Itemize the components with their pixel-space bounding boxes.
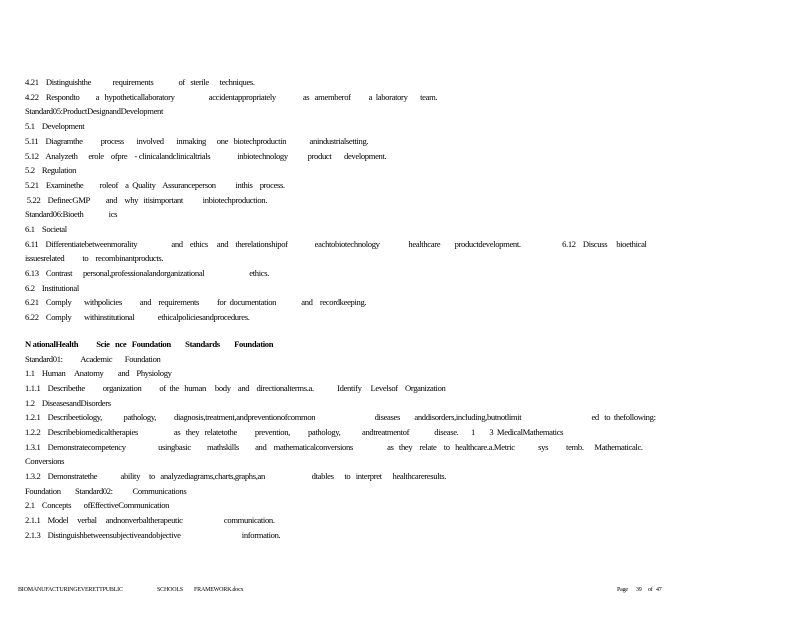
text-line: 2.1.1 Model verbal andnonverbaltherapeutic communication.: [25, 515, 275, 525]
text-line: 4.21 Distinguishthe requirements of sterile techniques.: [25, 77, 255, 87]
text-line: 1.3.2 Demonstratethe ability to analyzediagrams,charts,graphs,an dtables to interpret healthcareresults.: [25, 471, 447, 481]
text-line: issuesrelated to recombinantproducts.: [25, 253, 164, 263]
text-line: 5.2 Regulation: [25, 165, 77, 175]
text-line: 1.1 Human Anatomy and Physiology: [25, 368, 172, 378]
section-heading: Standard06:Bioeth ics: [25, 209, 118, 219]
section-heading: Standard05:ProductDesignandDevelopment: [25, 106, 164, 116]
text-line: 1.2.1 Describeetiology, pathology, diagnosis,treatment,andpreventionofcommon diseases anddisorders,including,butnotlimit ed to thefollowing:: [25, 412, 656, 422]
text-line: 5.21 Examinethe roleof a Quality Assuranceperson inthis process.: [25, 180, 285, 190]
text-line: 6.1 Societal: [25, 224, 67, 234]
footer-schools: SCHOOLS: [157, 587, 183, 593]
text-line: 6.22 Comply withinstitutional ethicalpoliciesandprocedures.: [25, 312, 250, 322]
footer-page-label: Page: [617, 587, 628, 593]
text-line: 6.21 Comply withpolicies and requirements for documentation and recordkeeping.: [25, 297, 367, 307]
text-line: 6.2 Institutional: [25, 283, 79, 293]
text-line: 2.1.3 Distinguishbetweensubjectiveandobjective information.: [25, 530, 281, 540]
text-line: Conversions: [25, 456, 65, 466]
text-line: 6.13 Contrast personal,professionalandorganizational ethics.: [25, 268, 270, 278]
text-line: 1.2 DiseasesandDisorders: [25, 398, 111, 408]
section-heading: Standard01: Academic Foundation: [25, 354, 161, 364]
document-heading: N ationalHealth Scie nce Foundation Standards Foundation: [25, 339, 274, 349]
footer-framework: FRAMEWORK.docx: [194, 587, 244, 593]
text-line: 1.2.2 Describebiomedicaltherapies as they relatetothe prevention, pathology, andtreatmentof disease. 1 3 MedicalMathematics: [25, 427, 564, 437]
text-line: 4.22 Respondto a hypotheticallaboratory accidentappropriately as amemberof a laboratory team.: [25, 92, 438, 102]
text-line: 5.12 Analyzeth erole ofpre - clinicalandclinicaltrials inbiotechnology product development.: [25, 151, 387, 161]
footer-total-pages: 47: [656, 587, 662, 593]
footer-of-label: of: [648, 587, 653, 593]
text-line: 2.1 Concepts ofEffectiveCommunication: [25, 500, 170, 510]
section-heading: Foundation Standard02: Communications: [25, 486, 187, 496]
footer-page-number: 39: [636, 587, 642, 593]
text-line: 5.11 Diagramthe process involved inmaking one biotechproductin anindustrialsetting.: [25, 136, 369, 146]
text-line: 5.22 DefinecGMP and why itisimportant inbiotechproduction.: [25, 195, 268, 205]
footer-filename: BIOMANUFACTURINGEVERETTPUBLIC: [18, 587, 123, 593]
text-line: 5.1 Development: [25, 121, 85, 131]
text-line: 6.11 Differentiatebetweenmorality and ethics and therelationshipof eachtobiotechnology healthcare productdevelopment. 6.12 Discuss bioethical: [25, 239, 647, 249]
text-line: 1.3.1 Demonstratecompetency usingbasic mathskills and mathematicalconversions as they relate to healthcare.a.Metric sys temb. Mathematicalc.: [25, 442, 643, 452]
text-line: 1.1.1 Describethe organization of the human body and directionalterms.a. Identify Levelsof Organization: [25, 383, 446, 393]
